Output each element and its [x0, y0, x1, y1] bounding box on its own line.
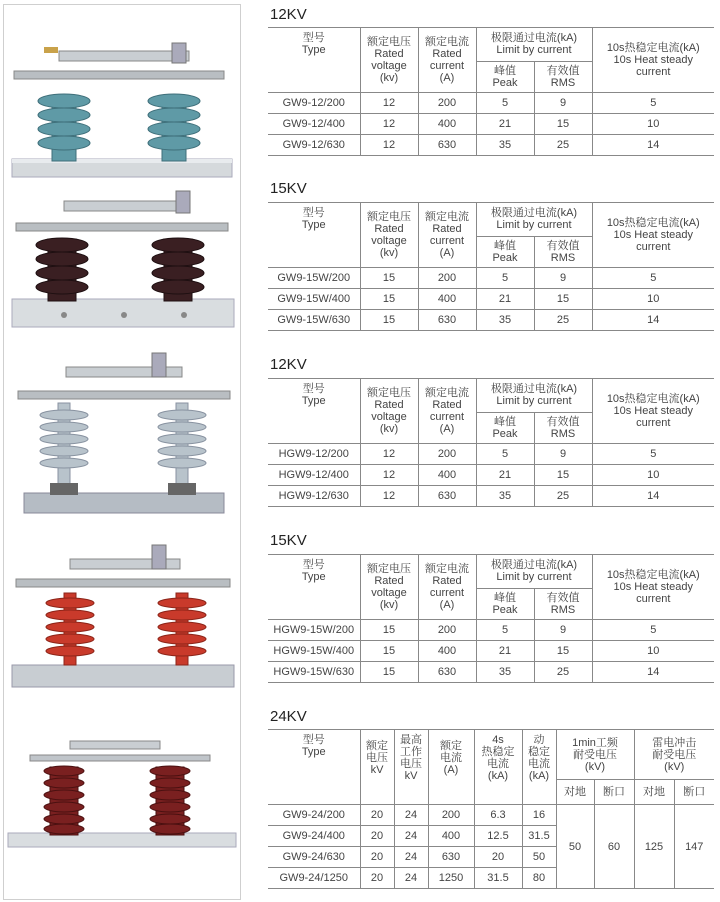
cell-imp-ground: 125	[634, 805, 674, 889]
spec-table-gw9-15w	[268, 202, 714, 331]
cell-rated-voltage: 20	[360, 868, 394, 889]
cell-current: 630	[418, 135, 476, 156]
section-title-12kv: 12KV	[270, 6, 307, 23]
dark-red-porcelain-isolator-photo	[4, 727, 240, 877]
header-heat-steady: 10s热稳定电流(kA) 10s Heat steady current	[592, 28, 714, 93]
header-peak: 峰值 Peak	[476, 61, 534, 92]
cell-model: GW9-24/630	[268, 847, 360, 868]
header-peak: 峰值 Peak	[476, 412, 534, 443]
header-voltage: 额定电压 Rated voltage (kv)	[360, 28, 418, 93]
header-voltage: 额定电压 Rated voltage (kv)	[360, 555, 418, 620]
cell-current: 630	[418, 486, 476, 507]
cell-heat4s: 20	[474, 847, 522, 868]
cell-current: 400	[418, 641, 476, 662]
header-rms: 有效值 RMS	[534, 61, 592, 92]
table-row	[268, 805, 714, 826]
cell-voltage: 12	[360, 93, 418, 114]
cell-voltage: 12	[360, 135, 418, 156]
cell-rms: 25	[534, 486, 592, 507]
cell-peak: 21	[476, 465, 534, 486]
cell-rated-current: 400	[428, 826, 474, 847]
cell-rated-current: 1250	[428, 868, 474, 889]
cell-rms: 9	[534, 444, 592, 465]
table-row	[268, 310, 714, 331]
cell-model: HGW9-12/630	[268, 486, 360, 507]
header-heat-steady: 10s热稳定电流(kA) 10s Heat steady current	[592, 555, 714, 620]
cell-voltage: 12	[360, 114, 418, 135]
table-row	[268, 444, 714, 465]
header-heat-steady: 10s热稳定电流(kA) 10s Heat steady current	[592, 379, 714, 444]
cell-dynamic: 50	[522, 847, 556, 868]
header-type: 型号 Type	[268, 379, 360, 444]
table-row	[268, 662, 714, 683]
cell-current: 630	[418, 310, 476, 331]
cell-model: GW9-24/1250	[268, 868, 360, 889]
cell-rms: 25	[534, 662, 592, 683]
cell-model: HGW9-12/200	[268, 444, 360, 465]
section-title-12kv-hgw: 12KV	[270, 356, 307, 373]
header-peak: 峰值 Peak	[476, 236, 534, 267]
section-title-15kv: 15KV	[270, 180, 307, 197]
cell-max-voltage: 24	[394, 805, 428, 826]
header-type: 型号 Type	[268, 555, 360, 620]
table-row	[268, 268, 714, 289]
cell-peak: 35	[476, 486, 534, 507]
spec-table-gw9-24	[268, 729, 714, 889]
cell-max-voltage: 24	[394, 826, 428, 847]
header-break-2: 断口	[674, 780, 714, 805]
cell-current: 200	[418, 268, 476, 289]
header-type: 型号 Type	[268, 203, 360, 268]
cell-peak: 21	[476, 114, 534, 135]
header-4s-heat-steady: 4s 热稳定 电流 (kA)	[474, 730, 522, 805]
cell-heat: 5	[592, 93, 714, 114]
header-limit-current: 极限通过电流(kA) Limit by current	[476, 555, 592, 589]
cell-dynamic: 31.5	[522, 826, 556, 847]
cell-rms: 15	[534, 114, 592, 135]
cell-heat: 5	[592, 268, 714, 289]
section-title-15kv-hgw: 15KV	[270, 532, 307, 549]
table-row	[268, 289, 714, 310]
cell-heat4s: 31.5	[474, 868, 522, 889]
cell-peak: 35	[476, 310, 534, 331]
cell-rated-voltage: 20	[360, 826, 394, 847]
cell-heat: 14	[592, 135, 714, 156]
cell-model: HGW9-15W/400	[268, 641, 360, 662]
cell-current: 400	[418, 465, 476, 486]
cell-peak: 5	[476, 620, 534, 641]
cell-voltage: 15	[360, 310, 418, 331]
cell-voltage: 15	[360, 268, 418, 289]
header-voltage: 额定电压 Rated voltage (kv)	[360, 203, 418, 268]
cell-heat: 14	[592, 310, 714, 331]
cell-heat: 5	[592, 444, 714, 465]
header-type: 型号 Type	[268, 28, 360, 93]
cell-model: GW9-12/400	[268, 114, 360, 135]
header-dynamic-steady: 动 稳定 电流 (kA)	[522, 730, 556, 805]
cell-heat: 10	[592, 114, 714, 135]
header-current: 额定电流 Rated current (A)	[418, 379, 476, 444]
cell-heat4s: 6.3	[474, 805, 522, 826]
header-ground-2: 对地	[634, 780, 674, 805]
cell-model: GW9-24/200	[268, 805, 360, 826]
header-max-voltage: 最高 工作 电压 kV	[394, 730, 428, 805]
cell-pf-break: 60	[594, 805, 634, 889]
cell-heat: 5	[592, 620, 714, 641]
cell-peak: 21	[476, 641, 534, 662]
cell-current: 200	[418, 620, 476, 641]
cell-rms: 25	[534, 135, 592, 156]
header-break-1: 断口	[594, 780, 634, 805]
cell-model: GW9-12/200	[268, 93, 360, 114]
cell-heat: 14	[592, 662, 714, 683]
cell-model: GW9-15W/200	[268, 268, 360, 289]
product-photo-column	[3, 4, 241, 900]
header-rated-voltage: 额定 电压 kV	[360, 730, 394, 805]
cell-voltage: 15	[360, 620, 418, 641]
header-ground-1: 对地	[556, 780, 594, 805]
cell-pf-ground: 50	[556, 805, 594, 889]
cell-peak: 35	[476, 135, 534, 156]
cell-voltage: 15	[360, 662, 418, 683]
cell-max-voltage: 24	[394, 868, 428, 889]
cell-rms: 15	[534, 289, 592, 310]
cell-rms: 15	[534, 641, 592, 662]
cell-voltage: 12	[360, 444, 418, 465]
spec-table-gw9-12	[268, 27, 714, 156]
cell-model: HGW9-15W/630	[268, 662, 360, 683]
cell-model: GW9-12/630	[268, 135, 360, 156]
cell-peak: 21	[476, 289, 534, 310]
cell-heat: 10	[592, 289, 714, 310]
table-row	[268, 465, 714, 486]
brown-porcelain-isolator-photo	[4, 187, 240, 337]
cell-heat4s: 12.5	[474, 826, 522, 847]
cell-rated-voltage: 20	[360, 805, 394, 826]
table-row	[268, 135, 714, 156]
cell-dynamic: 80	[522, 868, 556, 889]
header-limit-current: 极限通过电流(kA) Limit by current	[476, 28, 592, 62]
cell-peak: 5	[476, 444, 534, 465]
red-composite-isolator-photo	[4, 543, 240, 693]
header-limit-current: 极限通过电流(kA) Limit by current	[476, 379, 592, 413]
cell-heat: 10	[592, 641, 714, 662]
header-limit-current: 极限通过电流(kA) Limit by current	[476, 203, 592, 237]
cell-model: GW9-24/400	[268, 826, 360, 847]
table-row	[268, 114, 714, 135]
cell-heat: 14	[592, 486, 714, 507]
cell-rated-voltage: 20	[360, 847, 394, 868]
cell-current: 630	[418, 662, 476, 683]
cell-rms: 25	[534, 310, 592, 331]
cell-voltage: 12	[360, 486, 418, 507]
cell-peak: 5	[476, 93, 534, 114]
cell-voltage: 15	[360, 289, 418, 310]
header-rms: 有效值 RMS	[534, 588, 592, 619]
cell-rms: 9	[534, 93, 592, 114]
cell-model: GW9-15W/400	[268, 289, 360, 310]
table-row	[268, 486, 714, 507]
header-current: 额定电流 Rated current (A)	[418, 203, 476, 268]
cell-dynamic: 16	[522, 805, 556, 826]
cell-current: 400	[418, 114, 476, 135]
header-current: 额定电流 Rated current (A)	[418, 555, 476, 620]
blue-porcelain-isolator-photo	[4, 35, 240, 185]
spec-table-hgw9-12	[268, 378, 714, 507]
cell-max-voltage: 24	[394, 847, 428, 868]
cell-peak: 5	[476, 268, 534, 289]
table-row	[268, 641, 714, 662]
header-lightning-impulse-voltage: 雷电冲击 耐受电压 (kV)	[634, 730, 714, 780]
header-type: 型号 Type	[268, 730, 360, 805]
section-title-24kv: 24KV	[270, 708, 307, 725]
cell-model: HGW9-12/400	[268, 465, 360, 486]
cell-current: 200	[418, 444, 476, 465]
spec-table-hgw9-15w	[268, 554, 714, 683]
header-voltage: 额定电压 Rated voltage (kv)	[360, 379, 418, 444]
cell-current: 200	[418, 93, 476, 114]
cell-imp-break: 147	[674, 805, 714, 889]
grey-composite-isolator-photo	[4, 343, 240, 523]
cell-peak: 35	[476, 662, 534, 683]
cell-rated-current: 200	[428, 805, 474, 826]
cell-rms: 9	[534, 268, 592, 289]
cell-model: HGW9-15W/200	[268, 620, 360, 641]
cell-rms: 9	[534, 620, 592, 641]
header-current: 额定电流 Rated current (A)	[418, 28, 476, 93]
cell-rms: 15	[534, 465, 592, 486]
cell-current: 400	[418, 289, 476, 310]
cell-voltage: 15	[360, 641, 418, 662]
header-heat-steady: 10s热稳定电流(kA) 10s Heat steady current	[592, 203, 714, 268]
cell-voltage: 12	[360, 465, 418, 486]
cell-rated-current: 630	[428, 847, 474, 868]
header-rms: 有效值 RMS	[534, 412, 592, 443]
cell-heat: 10	[592, 465, 714, 486]
table-row	[268, 620, 714, 641]
header-power-frequency-voltage: 1min工频 耐受电压 (kV)	[556, 730, 634, 780]
header-rated-current: 额定 电流 (A)	[428, 730, 474, 805]
cell-model: GW9-15W/630	[268, 310, 360, 331]
table-row	[268, 93, 714, 114]
header-peak: 峰值 Peak	[476, 588, 534, 619]
header-rms: 有效值 RMS	[534, 236, 592, 267]
